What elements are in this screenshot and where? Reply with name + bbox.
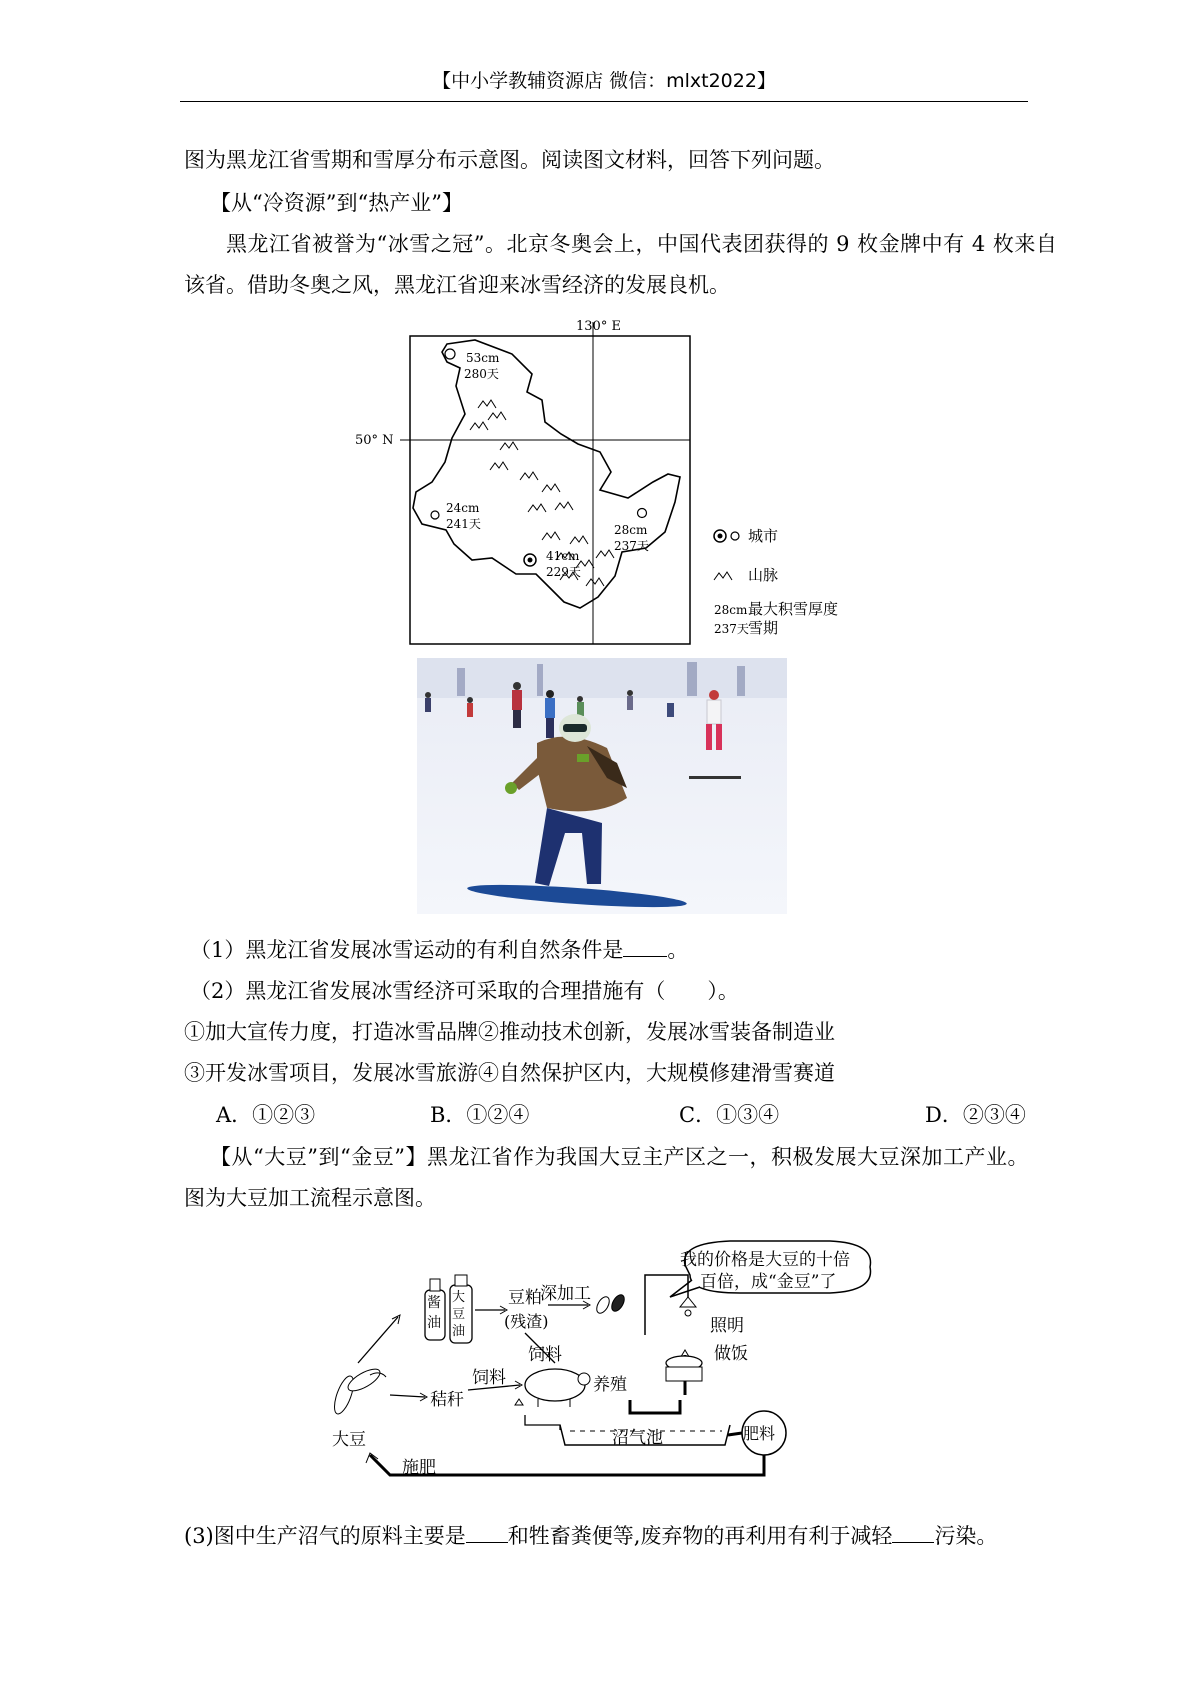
intro-text: 图为黑龙江省雪期和雪厚分布示意图。阅读图文材料，回答下列问题。 — [184, 148, 835, 172]
map-frame — [410, 336, 690, 644]
section2-line1: 【从“大豆”到“金豆”】黑龙江省作为我国大豆主产区之一，积极发展大豆深加工产业。 — [210, 1145, 1029, 1169]
residue-label: (残渣) — [504, 1312, 549, 1331]
choice-b[interactable]: B．①②④ — [430, 1103, 530, 1127]
choice-c[interactable]: C．①③④ — [679, 1103, 780, 1127]
station4-days: 237天 — [614, 539, 649, 553]
station1-days: 280天 — [464, 367, 499, 381]
speech-line1: 我的价格是大豆的十倍 — [680, 1250, 850, 1270]
legend-sample-depth: 28cm — [714, 603, 748, 617]
section1-title: 【从“冷资源”到“热产业”】 — [210, 191, 463, 215]
question-3-blank-2[interactable] — [892, 1520, 934, 1543]
breeding-label: 养殖 — [593, 1375, 627, 1395]
deep-processing-label: 深加工 — [540, 1284, 591, 1304]
capital-marker-dot — [528, 558, 533, 563]
legend-sample-days: 237天 — [714, 622, 749, 636]
question-3-part2: 和牲畜粪便等,废弃物的再利用有利于减轻 — [507, 1524, 893, 1548]
station4-depth: 28cm — [614, 523, 648, 537]
soybean-flow-diagram — [330, 1235, 890, 1495]
meal-label: 豆粕 — [508, 1288, 542, 1308]
choice-a[interactable]: A．①②③ — [216, 1103, 316, 1127]
station1-depth: 53cm — [466, 351, 500, 365]
svg-text:大: 大 — [452, 1290, 466, 1305]
page-header: 【中小学教辅资源店 微信：mlxt2022】 — [432, 70, 776, 92]
station2-days: 241天 — [446, 517, 481, 531]
feed-label-upper: 饲料 — [528, 1345, 562, 1365]
question-1 — [190, 934, 688, 964]
legend-city-label: 城市 — [748, 527, 779, 545]
svg-text:豆: 豆 — [452, 1307, 466, 1322]
city-marker-west — [431, 511, 439, 519]
question-2: （2）黑龙江省发展冰雪经济可采取的合理措施有（ ）。 — [190, 979, 739, 1003]
question-3-part1: (3)图中生产沼气的原料主要是 — [184, 1524, 466, 1548]
paragraph1-line1: 黑龙江省被誉为“冰雪之冠”。北京冬奥会上，中国代表团获得的 9 枚金牌中有 4 枚来自 — [226, 232, 1058, 256]
capsule-icon — [594, 1295, 612, 1316]
station3-days: 229天 — [546, 565, 581, 579]
snow-distribution-map — [350, 312, 870, 657]
straw-label: 秸秆 — [430, 1390, 464, 1410]
legend-depth-label: 最大积雪厚度 — [748, 600, 839, 618]
soybean-label: 大豆 — [332, 1430, 366, 1450]
fertilize-label: 施肥 — [402, 1458, 436, 1478]
choice-d[interactable]: D．②③④ — [925, 1103, 1026, 1127]
fertilizer-label: 肥料 — [743, 1424, 776, 1443]
longitude-label: 130° E — [576, 319, 621, 334]
header-divider — [180, 101, 1028, 102]
lighting-label: 照明 — [710, 1316, 744, 1336]
pig-icon — [525, 1369, 590, 1407]
question-2-options-line1: ①加大宣传力度，打造冰雪品牌②推动技术创新，发展冰雪装备制造业 — [184, 1020, 835, 1044]
paragraph1-line2: 该省。借助冬奥之风，黑龙江省迎来冰雪经济的发展良机。 — [184, 273, 730, 297]
svg-text:油: 油 — [452, 1324, 466, 1339]
question-1-text: （1）黑龙江省发展冰雪运动的有利自然条件是 — [190, 938, 624, 962]
station2-depth: 24cm — [446, 501, 480, 515]
city-marker-east — [638, 509, 647, 518]
snowboarder-photo — [417, 658, 787, 914]
soybean-icon — [331, 1365, 386, 1416]
legend-city-icon — [731, 532, 739, 540]
speech-line2: 百倍，成“金豆”了 — [700, 1272, 837, 1292]
question-3 — [184, 1520, 997, 1550]
soy-sauce-char2: 油 — [427, 1315, 441, 1331]
question-1-blank[interactable] — [623, 934, 667, 957]
question-3-part3: 污染。 — [934, 1524, 998, 1548]
question-2-options-line2: ③开发冰雪项目，发展冰雪旅游④自然保护区内，大规模修建滑雪赛道 — [184, 1061, 835, 1085]
legend-mountain-label: 山脉 — [748, 566, 779, 584]
legend-days-label: 雪期 — [748, 619, 779, 637]
city-marker-north — [445, 349, 455, 359]
cooking-label: 做饭 — [714, 1344, 748, 1364]
question-3-blank-1[interactable] — [466, 1520, 508, 1543]
station3-depth: 41cm — [546, 549, 580, 563]
legend-mountain-icon — [714, 572, 732, 580]
feed-label-lower: 饲料 — [472, 1368, 506, 1388]
section2-line2: 图为大豆加工流程示意图。 — [184, 1186, 436, 1210]
question-1-end: 。 — [667, 938, 689, 962]
biogas-pool-label: 沼气池 — [612, 1428, 663, 1448]
soy-sauce-char1: 酱 — [427, 1295, 441, 1311]
lamp-icon — [680, 1297, 696, 1307]
latitude-label: 50° N — [355, 433, 394, 448]
